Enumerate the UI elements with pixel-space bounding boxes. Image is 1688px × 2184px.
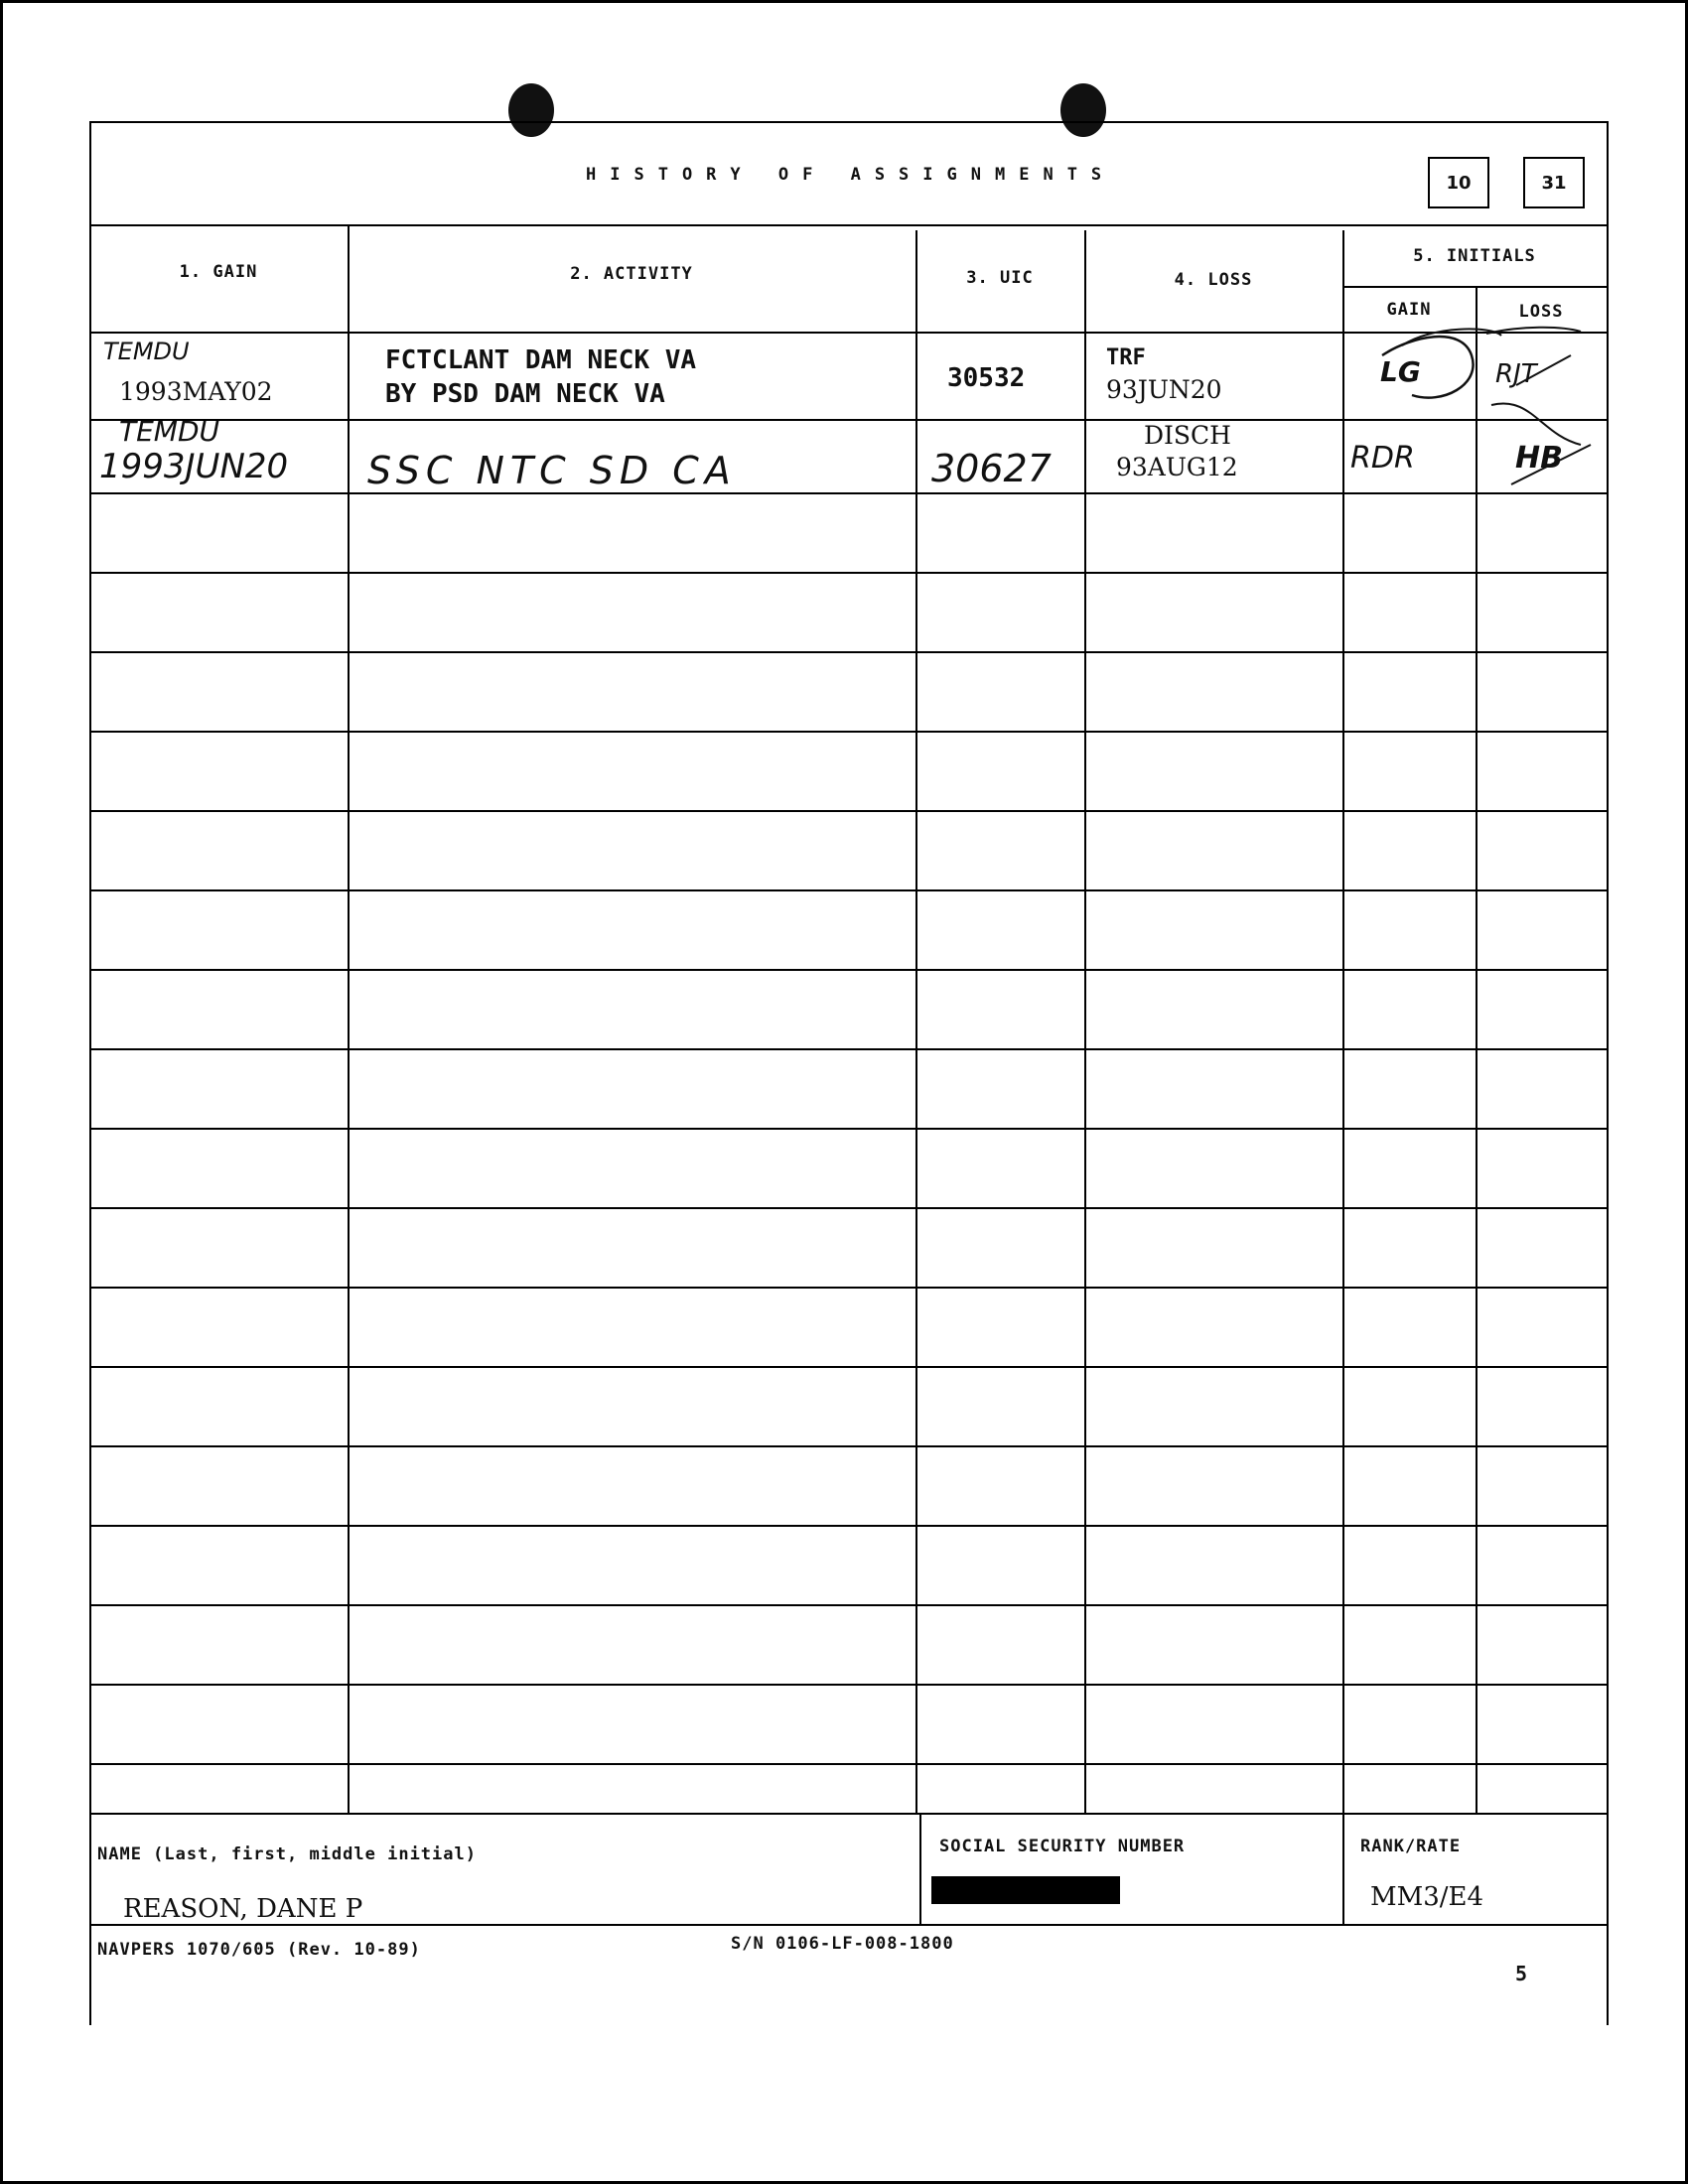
ssn-label: SOCIAL SECURITY NUMBER	[939, 1837, 1186, 1856]
row1-activity-line1: FCTCLANT DAM NECK VA	[385, 345, 697, 375]
column-header-initials-gain: GAIN	[1386, 300, 1432, 320]
row1-gain-date: 1993MAY02	[119, 377, 273, 406]
history-of-assignments-form	[89, 121, 1609, 2027]
form-title: HISTORY OF ASSIGNMENTS	[586, 165, 1116, 185]
column-header-uic: 3. UIC	[966, 268, 1034, 288]
page-mark: 5	[1515, 1962, 1529, 1985]
page-box-right: 31	[1523, 157, 1585, 208]
row1-activity-line2: BY PSD DAM NECK VA	[385, 379, 665, 409]
row1-initials-gain: LG	[1380, 355, 1421, 388]
row2-uic: 30627	[931, 447, 1052, 490]
column-header-initials: 5. INITIALS	[1413, 246, 1536, 266]
row2-initials-loss: HB	[1515, 441, 1563, 476]
column-header-gain: 1. GAIN	[179, 262, 258, 282]
row1-gain-note: TEMDU	[103, 338, 190, 365]
column-header-activity: 2. ACTIVITY	[570, 264, 693, 284]
row2-loss-type: DISCH	[1144, 421, 1231, 450]
ssn-redaction	[931, 1876, 1120, 1904]
row1-uic: 30532	[947, 363, 1026, 393]
stock-number: S/N 0106-LF-008-1800	[731, 1934, 954, 1954]
row1-initials-loss: RJT	[1495, 359, 1537, 389]
column-header-initials-loss: LOSS	[1518, 302, 1564, 322]
form-number: NAVPERS 1070/605 (Rev. 10-89)	[97, 1940, 421, 1960]
row2-gain-date: 1993JUN20	[99, 447, 289, 486]
column-header-loss: 4. LOSS	[1174, 270, 1253, 290]
row2-initials-gain: RDR	[1350, 441, 1415, 476]
name-label: NAME (Last, first, middle initial)	[97, 1844, 477, 1864]
row2-activity: SSC NTC SD CA	[367, 449, 737, 492]
row1-loss-type: TRF	[1106, 345, 1146, 370]
row2-gain-note: TEMDU	[119, 415, 220, 448]
rank-value: MM3/E4	[1370, 1882, 1484, 1912]
initials-scribble-svg	[1342, 296, 1607, 494]
row2-loss-date: 93AUG12	[1116, 453, 1238, 481]
rank-label: RANK/RATE	[1360, 1837, 1462, 1856]
name-value: REASON, DANE P	[123, 1894, 363, 1924]
page-box-left: 10	[1428, 157, 1489, 208]
row1-loss-date: 93JUN20	[1106, 375, 1222, 404]
